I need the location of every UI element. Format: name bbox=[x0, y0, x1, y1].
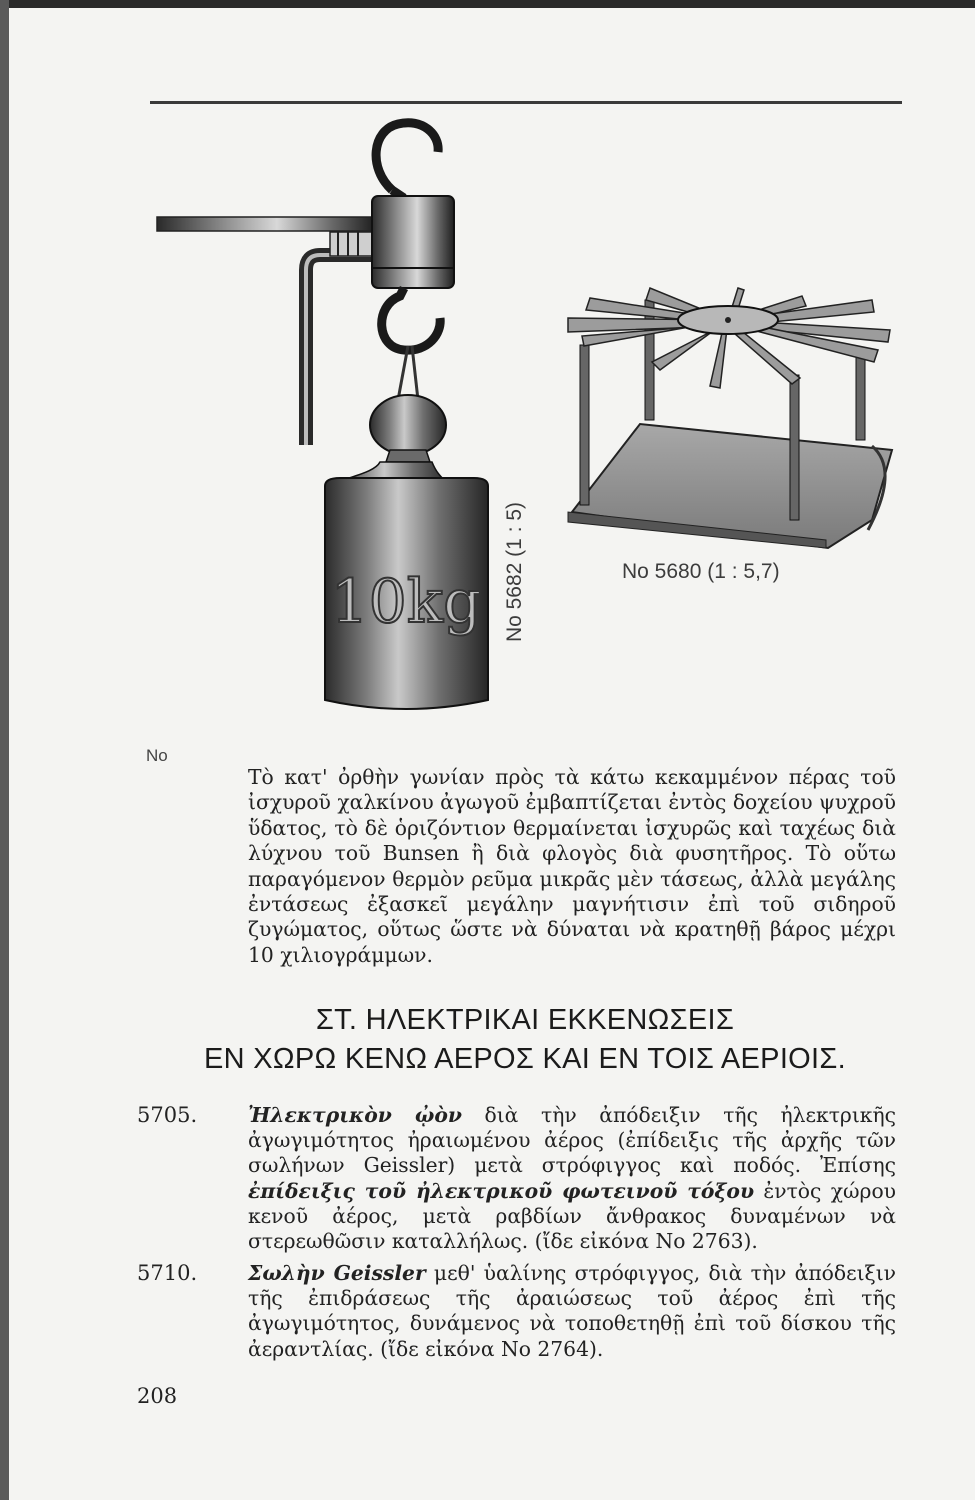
entry-lead: Σωλὴν Geissler bbox=[248, 1261, 426, 1285]
weight-engraving: 10kg bbox=[330, 567, 482, 637]
caption-electric-whirl: No 5680 (1 : 5,7) bbox=[622, 560, 780, 583]
entry-text: ἐντὸς χώρου κενοῦ ἀέρος, μετὰ ραβδίων ἄνθρακος δυναμένων νὰ στερεωθῶσιν καταλλήλως. (ἴδε εἰκόνα Νο 2763). bbox=[248, 1178, 896, 1254]
body-paragraph: Τὸ κατ' ὀρθὴν γωνίαν πρὸς τὰ κάτω κεκαμμένον πέρας τοῦ ἰσχυροῦ χαλκίνου ἀγωγοῦ ἐμβαπτίζεται ἐντὸς δοχείου ψυχροῦ ὕδατος, τὸ δὲ ὁριζόντιον θερμαίνεται ἰσχυρῶς καὶ ταχέως διὰ λύχνου τοῦ Bunsen ἢ διὰ φλογὸς διὰ φυσητῆρος. Τὸ οὕτω παραγόμενον θερμὸν ρεῦμα μικρᾶς μὲν τάσεως, ἀλλὰ μεγάλης ἐντάσεως ἐξασκεῖ μεγάλην μαγνήτισιν ἐπὶ τοῦ σιδηροῦ ζυγώματος, οὕτως ὥστε νὰ δύναται νὰ κρατηθῇ βάρος μέχρι 10 χιλιογράμμων. bbox=[248, 765, 896, 967]
catalog-entry-5705 bbox=[248, 1103, 896, 1254]
entry-number: 5710. bbox=[137, 1261, 198, 1285]
catalog-entry-5710 bbox=[248, 1261, 896, 1362]
electromagnet-figure bbox=[157, 123, 488, 709]
entry-number: 5705. bbox=[137, 1103, 198, 1127]
entry-lead: Ἠλεκτρικὸν ᾠὸν bbox=[248, 1103, 462, 1127]
section-heading-line1: ΣΤ. ΗΛΕΚΤΡΙΚΑΙ ΕΚΚΕΝΩΣΕΙΣ bbox=[315, 1004, 735, 1036]
caption-electromagnet: No 5682 (1 : 5) bbox=[503, 501, 526, 643]
page-number: 208 bbox=[137, 1384, 178, 1408]
entry-emphasis: ἐπίδειξις τοῦ ἠλεκτρικοῦ φωτεινοῦ τόξου bbox=[248, 1178, 755, 1203]
entry-text: μεθ' ὑαλίνης στρόφιγγος, διὰ τὴν ἀπόδειξιν τῆς ἐπιδράσεως τῆς ἀραιώσεως τοῦ ἀέρος ἐπὶ τῆς ἀγωγιμότητος, δυνάμενος νὰ τοποθετηθῇ ἐπὶ τοῦ δίσκου τῆς ἀεραντλίας. (ἴδε εἰκόνα Νο 2764). bbox=[248, 1261, 896, 1361]
stray-label: No bbox=[146, 746, 168, 765]
entry-text: διὰ τὴν ἀπόδειξιν τῆς ἠλεκτρικῆς ἀγωγιμότητος ἠραιωμένου ἀέρος (ἐπίδειξις τῆς ἀρχῆς τῶν σωλήνων Geissler) μετὰ στρόφιγγος καὶ ποδός. Ἐπίσης bbox=[248, 1103, 896, 1178]
section-heading-line2: ΕΝ ΧΩΡΩ ΚΕΝΩ ΑΕΡΟΣ ΚΑΙ ΕΝ ΤΟΙΣ ΑΕΡΙΟΙΣ. bbox=[204, 1043, 846, 1075]
electric-whirl-figure bbox=[568, 288, 892, 548]
